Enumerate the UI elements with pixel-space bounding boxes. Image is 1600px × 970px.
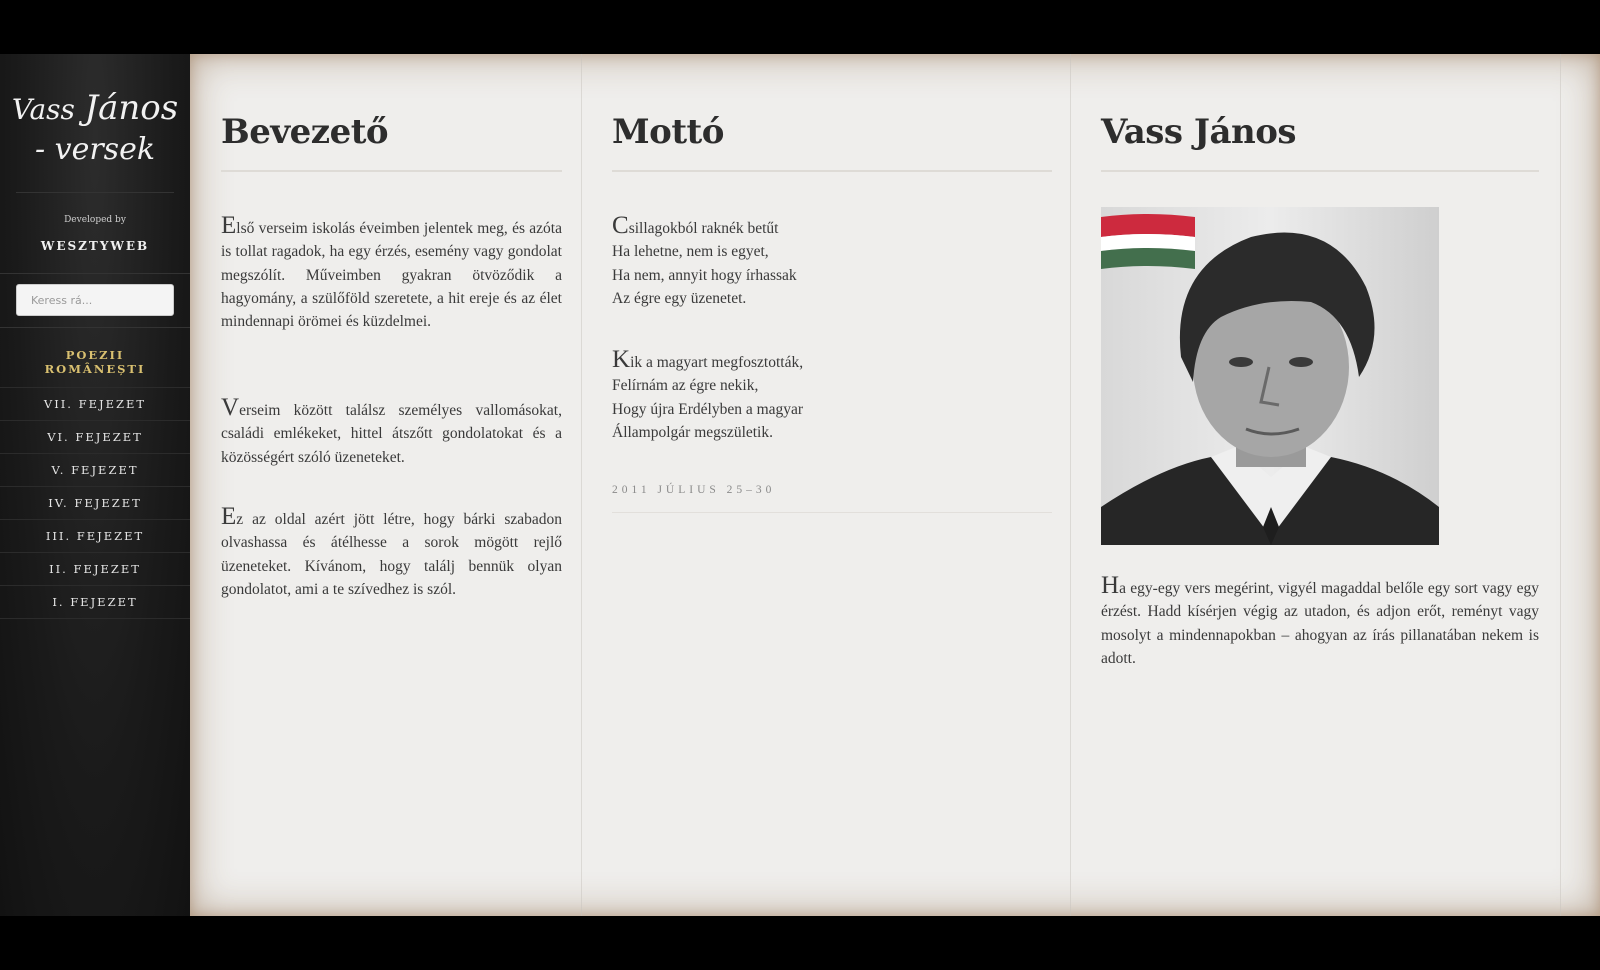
search-input[interactable] [16,284,174,316]
motto-column [612,54,1052,916]
dropcap: E [221,503,237,530]
chapter-nav [0,342,190,619]
site-title-main: János [84,88,179,128]
column-divider [1070,54,1071,916]
motto-stanza-2 [612,348,803,444]
dropcap: E [221,212,237,239]
author-column [1101,54,1539,916]
paragraph-text: erseim között találsz személyes vallomásokat, családi emlékeket, hittel átszőtt gondolatokat és a közösségért szóló üzeneteket. [221,402,562,466]
column-divider [581,54,582,916]
portrait-photo [1101,207,1439,545]
paper-content-area [190,54,1600,916]
top-black-bar [0,0,1600,54]
stanza-text: ik a magyart megfosztották, Felírnám az égre nekik, Hogy újra Erdélyben a magyar Állampolgár megszületik. [612,354,804,441]
column-divider [1560,54,1561,916]
intro-paragraph-2 [221,396,562,469]
author-paragraph [1101,574,1539,670]
intro-paragraph-3 [221,505,562,601]
intro-title-rule [221,170,562,172]
bottom-black-bar [0,916,1600,970]
intro-paragraph-1 [221,214,562,333]
hungarian-flag-icon [1101,211,1195,269]
nav-item-chapter-1[interactable]: I. FEJEZET [0,586,190,619]
author-title: Vass János [1101,112,1297,152]
motto-stanza-1 [612,214,797,310]
nav-item-chapter-4[interactable]: IV. FEJEZET [0,487,190,520]
nav-feature-line2: ROMÂNEȘTI [44,362,146,376]
nav-item-chapter-7[interactable]: VII. FEJEZET [0,388,190,421]
nav-item-chapter-2[interactable]: II. FEJEZET [0,553,190,586]
nav-feature-line1: POEZII [65,348,125,362]
author-title-rule [1101,170,1539,172]
paragraph-text: lső verseim iskolás éveimben jelentek meg, és azóta is tollat ragadok, ha egy érzés, esemény vagy gondolat megszólít. Műveimben gyakran ötvöződik a hagyomány, a szülőföld szeretete, a hit ereje és az élet mindennapi örömei és küzdelmei. [221,220,562,331]
sidebar-divider [16,192,174,193]
dropcap: C [612,212,629,239]
site-title-prefix: Vass [11,93,75,126]
nav-item-chapter-6[interactable]: VI. FEJEZET [0,421,190,454]
dropcap: V [221,394,240,421]
intro-title: Bevezető [221,112,389,152]
stanza-text: sillagokból raknék betűt Ha lehetne, nem is egyet, Ha nem, annyit hogy írhassak Az égre egy üzenetet. [612,220,797,307]
motto-title-rule [612,170,1052,172]
paragraph-text: a egy-egy vers megérint, vigyél magaddal belőle egy sort vagy egy érzést. Hadd kísérjen végig az utadon, és adjon erőt, reményt vagy mosolyt a mindennapokban – ahogyan az írás pillanatában nekem is adott. [1101,580,1539,667]
nav-item-chapter-3[interactable]: III. FEJEZET [0,520,190,553]
motto-bottom-rule [612,512,1052,513]
dropcap: K [612,346,631,373]
sidebar [0,54,190,916]
motto-title: Mottó [612,112,724,152]
nav-item-poezii-romanesti[interactable] [0,342,190,388]
site-title[interactable] [0,54,190,170]
developed-by-label: Developed by [64,215,126,225]
motto-date: 2011 JÚLIUS 25–30 [612,484,776,496]
paragraph-text: z az oldal azért jött létre, hogy bárki szabadon olvashassa és átélhesse a sorok mögött rejlő üzeneteket. Kívánom, hogy találj bennük olyan gondolatot, ami a te szívedhez is szól. [221,511,562,598]
site-title-line2: - versek [34,132,156,167]
intro-column [221,54,562,916]
developer-link[interactable]: WESZTYWEB [40,239,150,253]
search-area [0,273,190,328]
nav-item-chapter-5[interactable]: V. FEJEZET [0,454,190,487]
dropcap: H [1101,572,1120,599]
